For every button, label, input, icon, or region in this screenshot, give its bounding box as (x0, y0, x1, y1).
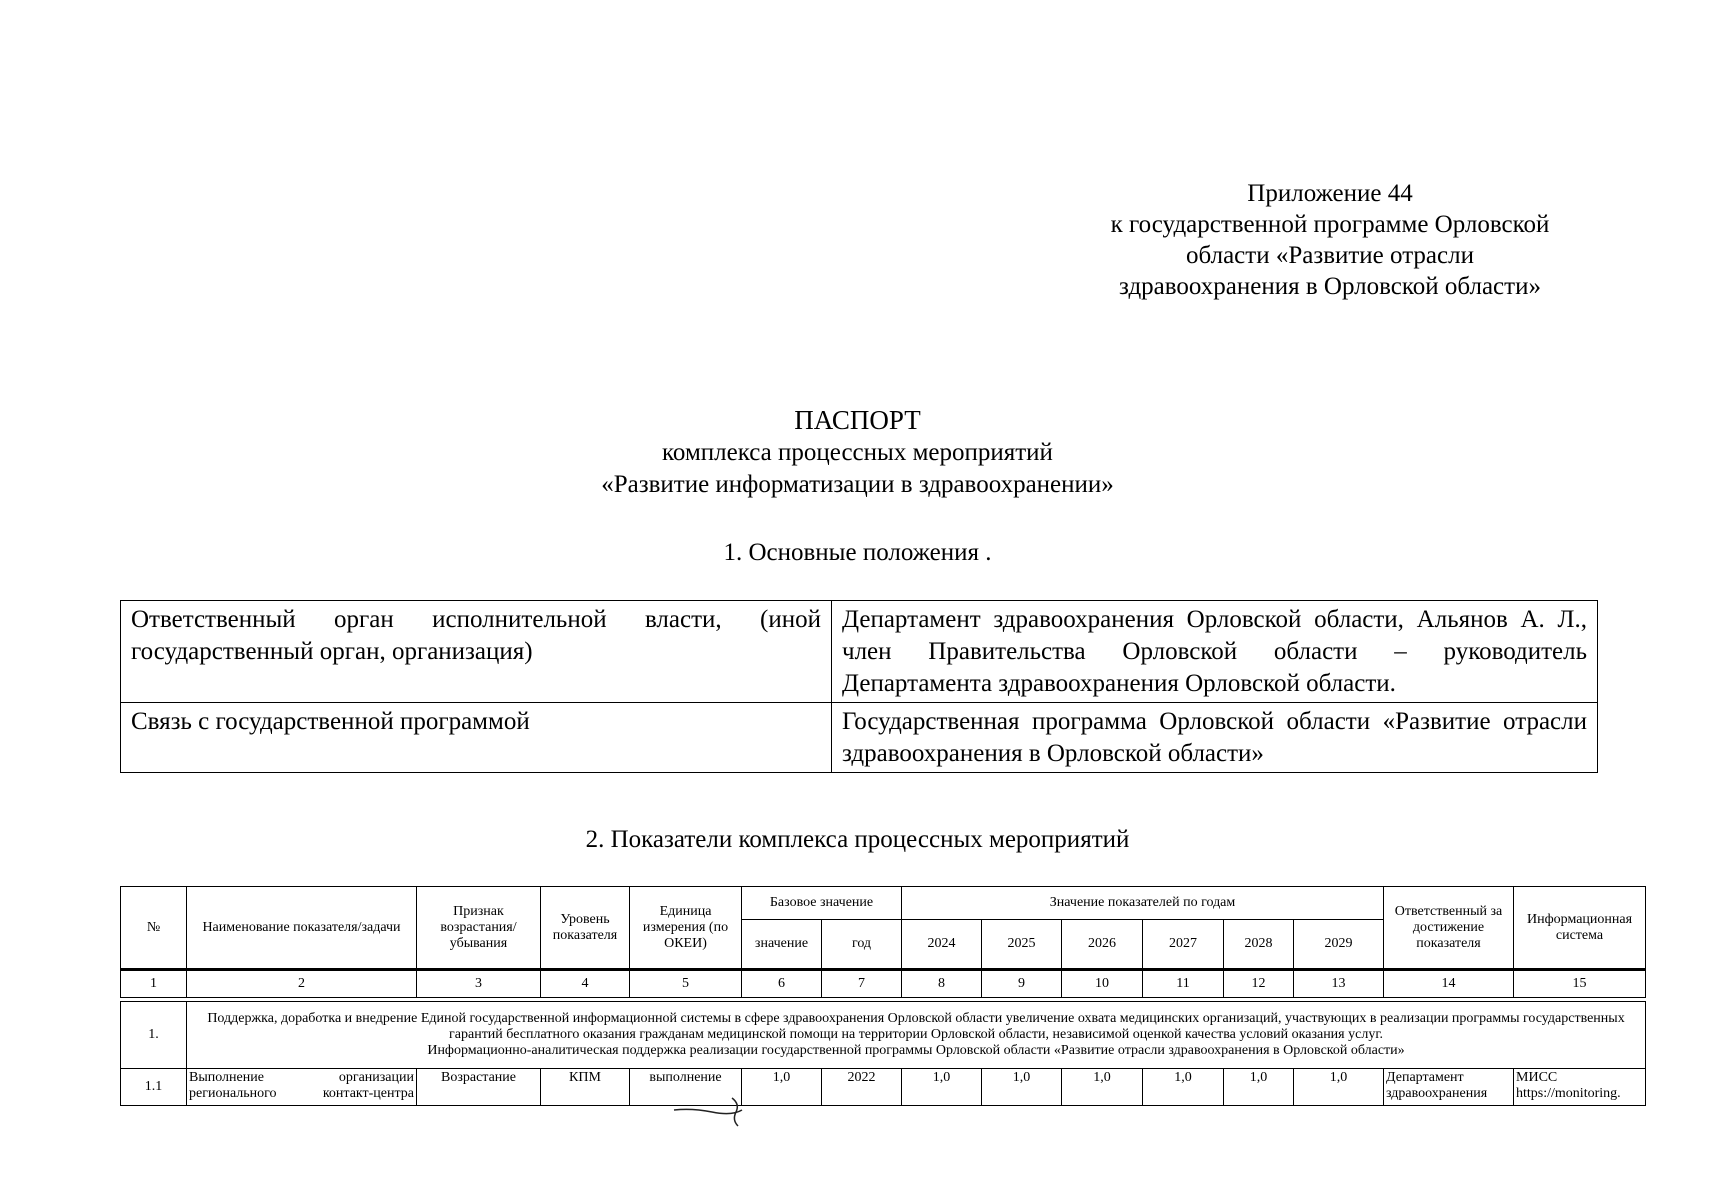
table-row (121, 703, 1598, 773)
cell-year-value: 1,0 (1294, 1069, 1384, 1106)
header-system: Информационная система (1514, 887, 1646, 970)
cell-base-value: 1,0 (742, 1069, 822, 1106)
column-number: 1 (121, 970, 187, 998)
provision-label: Ответственный орган исполнительной власти, (иной государственный орган, организация) (121, 601, 832, 703)
header-base-year: год (822, 920, 902, 970)
cell-year-value: 1,0 (902, 1069, 982, 1106)
provision-value: Государственная программа Орловской области «Развитие отрасли здравоохранения в Орловской области» (832, 703, 1598, 773)
header-unit: Единица измерения (по ОКЕИ) (630, 887, 742, 970)
group-text (187, 1002, 1646, 1069)
column-number: 2 (187, 970, 417, 998)
header-year: 2028 (1224, 920, 1294, 970)
section-2-heading: 2. Показатели комплекса процессных мероприятий (585, 826, 1130, 853)
header-row (121, 887, 1646, 920)
cell-unit: выполнение (630, 1069, 742, 1106)
header-year: 2025 (982, 920, 1062, 970)
header-year: 2024 (902, 920, 982, 970)
indicators-table (120, 886, 1646, 1106)
header-year: 2029 (1294, 920, 1384, 970)
header-name: Наименование показателя/задачи (187, 887, 417, 970)
group-row (121, 1002, 1646, 1069)
header-year: 2026 (1062, 920, 1143, 970)
group-text-line: Поддержка, доработка и внедрение Единой государственной информационной системы в сфере здравоохранения Орловской области увеличение охвата медицинских организаций, участвующих в реализации программы государственных гарантий бесплатного оказания гражданам медицинской помощи на территории Орловской области, независимой оценкой качества условий оказания услуг. (207, 1011, 1625, 1042)
cell-level: КПМ (541, 1069, 630, 1106)
column-number: 4 (541, 970, 630, 998)
appendix-line: к государственной программе Орловской (1110, 211, 1550, 238)
header-year: 2027 (1143, 920, 1224, 970)
header-base: Базовое значение (742, 887, 902, 920)
passport-subtitle-line: «Развитие информатизации в здравоохранении» (601, 471, 1114, 498)
appendix-block (1070, 178, 1590, 302)
passport-subtitle-line: комплекса процессных мероприятий (662, 439, 1053, 466)
column-number: 13 (1294, 970, 1384, 998)
cell-name: Выполнение организации регионального контакт-центра (187, 1069, 417, 1106)
column-number: 7 (822, 970, 902, 998)
table-row (121, 601, 1598, 703)
header-responsible: Ответственный за достижение показателя (1384, 887, 1514, 970)
header-base-value: значение (742, 920, 822, 970)
cell-responsible: Департамент здравоохранения (1384, 1069, 1514, 1106)
group-num: 1. (121, 1002, 187, 1069)
provision-value: Департамент здравоохранения Орловской области, Альянов А. Л., член Правительства Орловской области – руководитель Департамента здравоохранения Орловской области. (832, 601, 1598, 703)
cell-num: 1.1 (121, 1069, 187, 1106)
table-row (121, 1069, 1646, 1106)
cell-year-value: 1,0 (1224, 1069, 1294, 1106)
header-num: № (121, 887, 187, 970)
section-1-heading: 1. Основные положения . (723, 539, 992, 566)
header-sign: Признак возрастания/ убывания (417, 887, 541, 970)
group-text-line: Информационно-аналитическая поддержка реализации государственной программы Орловской области «Развитие отрасли здравоохранения в Орловской области» (427, 1043, 1405, 1058)
header-level: Уровень показателя (541, 887, 630, 970)
column-numbers-row (121, 970, 1646, 998)
cell-system: МИСС https://monitoring. (1514, 1069, 1646, 1106)
column-number: 6 (742, 970, 822, 998)
appendix-line: области «Развитие отрасли (1186, 242, 1474, 269)
cell-year-value: 1,0 (1062, 1069, 1143, 1106)
cell-year-value: 1,0 (1143, 1069, 1224, 1106)
appendix-line: Приложение 44 (1247, 180, 1413, 207)
passport-title: ПАСПОРТ (794, 405, 921, 435)
column-number: 5 (630, 970, 742, 998)
column-number: 10 (1062, 970, 1143, 998)
passport-subtitle (0, 437, 1715, 501)
column-number: 11 (1143, 970, 1224, 998)
column-number: 12 (1224, 970, 1294, 998)
header-years-group: Значение показателей по годам (902, 887, 1384, 920)
main-provisions-table (120, 600, 1598, 773)
column-number: 3 (417, 970, 541, 998)
column-number: 8 (902, 970, 982, 998)
signature-mark (672, 1090, 762, 1130)
cell-sign: Возрастание (417, 1069, 541, 1106)
column-number: 15 (1514, 970, 1646, 998)
provision-label: Связь с государственной программой (121, 703, 832, 773)
appendix-line: здравоохранения в Орловской области» (1119, 273, 1541, 300)
cell-base-year: 2022 (822, 1069, 902, 1106)
cell-year-value: 1,0 (982, 1069, 1062, 1106)
column-number: 14 (1384, 970, 1514, 998)
column-number: 9 (982, 970, 1062, 998)
